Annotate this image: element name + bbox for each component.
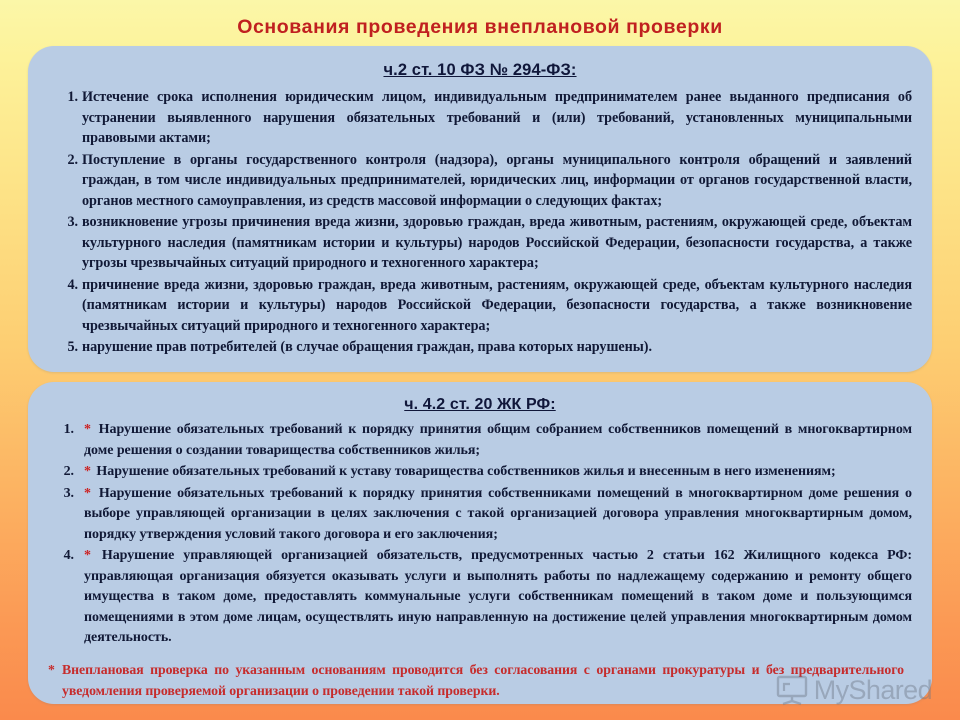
footnote-asterisk: * — [48, 661, 55, 677]
footnote — [48, 659, 912, 701]
list-item-number: 1. — [63, 422, 74, 437]
asterisk-marker: * — [84, 422, 91, 437]
clause-panel-zhkrf — [28, 382, 932, 704]
list-item-text: Нарушение обязательных требований к порядку принятия общим собранием собственников помещений в многоквартирном доме решения о создании товарищества собственников жилья; — [84, 422, 912, 458]
clause-list-zhkrf — [48, 420, 912, 649]
clause-panel-294fz — [28, 46, 932, 372]
asterisk-marker: * — [84, 548, 91, 563]
list-item-text: Нарушение управляющей организацией обязательств, предусмотренных частью 2 статьи 162 Жилищного кодекса РФ: управляющая организация обязуется оказывать услуги и выполнять работы по надлежащему содержанию и ремонту общего имущества в таком доме, предоставлять коммунальные услуги собственникам помещений в таком доме и пользующимся помещениями в этом доме лицам, осуществлять иную направленную на достижение целей управления многоквартирным домом деятельность. — [84, 548, 912, 645]
list-item-number: 3. — [67, 214, 78, 230]
list-item-text: Поступление в органы государственного контроля (надзора), органы муниципального контроля обращений и заявлений граждан, в том числе индивидуальных предпринимателей, юридических лиц, информации от органов государственной власти, органов местного самоуправления, из средств массовой информации о следующих фактах; — [82, 151, 912, 209]
list-item-number: 3. — [63, 485, 74, 501]
list-item-text: Истечение срока исполнения юридическим лицом, индивидуальным предпринимателем ранее выданного предписания об устранении выявленного нарушения обязательных требований и (или) требований, установленных муниципальными правовыми актами; — [82, 89, 912, 146]
list-item-text: Нарушение обязательных требований к порядку принятия собственниками помещений в многоквартирном доме решения о выборе управляющей организации в целях заключения с такой организацией договора управления многоквартирным домом, порядку утверждения условий такого договора и его заключения; — [84, 485, 912, 542]
list-item — [48, 337, 912, 358]
list-item-number: 5. — [67, 339, 78, 355]
list-item — [48, 87, 912, 149]
panel-heading-zhkrf: ч. 4.2 ст. 20 ЖК РФ: — [404, 396, 556, 413]
list-item-text: Нарушение обязательных требований к уставу товарищества собственников жилья и внесенным в него изменениям; — [96, 464, 836, 479]
list-item — [48, 150, 912, 212]
list-item-text: причинение вреда жизни, здоровью граждан, вреда животным, растениям, окружающей среде, объектам культурного наследия (памятникам истории и культуры) народов Российской Федерации, безопасности государства, а также возникновение чрезвычайных ситуаций природного и техногенного характера; — [82, 276, 912, 334]
page-title: Основания проведения внеплановой проверки — [237, 16, 723, 38]
list-item-text: нарушение прав потребителей (в случае обращения граждан, права которых нарушены). — [82, 339, 652, 355]
panel-heading-294fz: ч.2 ст. 10 ФЗ № 294-ФЗ: — [383, 61, 577, 79]
clause-list-294fz — [48, 87, 912, 358]
list-item — [48, 484, 912, 546]
list-item-number: 2. — [67, 151, 78, 168]
asterisk-marker: * — [84, 464, 91, 479]
list-item — [48, 420, 912, 461]
list-item — [48, 275, 912, 337]
list-item-number: 2. — [63, 464, 74, 479]
list-item-text: возникновение угрозы причинения вреда жизни, здоровью граждан, вреда животным, растениям, окружающей среде, объектам культурного наследия (памятникам истории и культуры) народов Российской Федерации, безопасности государства, а также угрозы чрезвычайных ситуаций природного и техногенного характера; — [82, 214, 912, 271]
list-item — [48, 212, 912, 274]
list-item — [48, 462, 912, 483]
asterisk-marker: * — [84, 485, 91, 501]
list-item-number: 4. — [63, 548, 74, 563]
list-item-number: 1. — [67, 89, 78, 105]
list-item — [48, 546, 912, 649]
footnote-text: Внеплановая проверка по указанным основаниям проводится без согласования с органами прокуратуры и без предварительного уведомления проверяемой организации о проведении такой проверки. — [62, 661, 904, 698]
watermark-label: MyShared — [813, 674, 932, 705]
list-item-number: 4. — [67, 276, 78, 293]
